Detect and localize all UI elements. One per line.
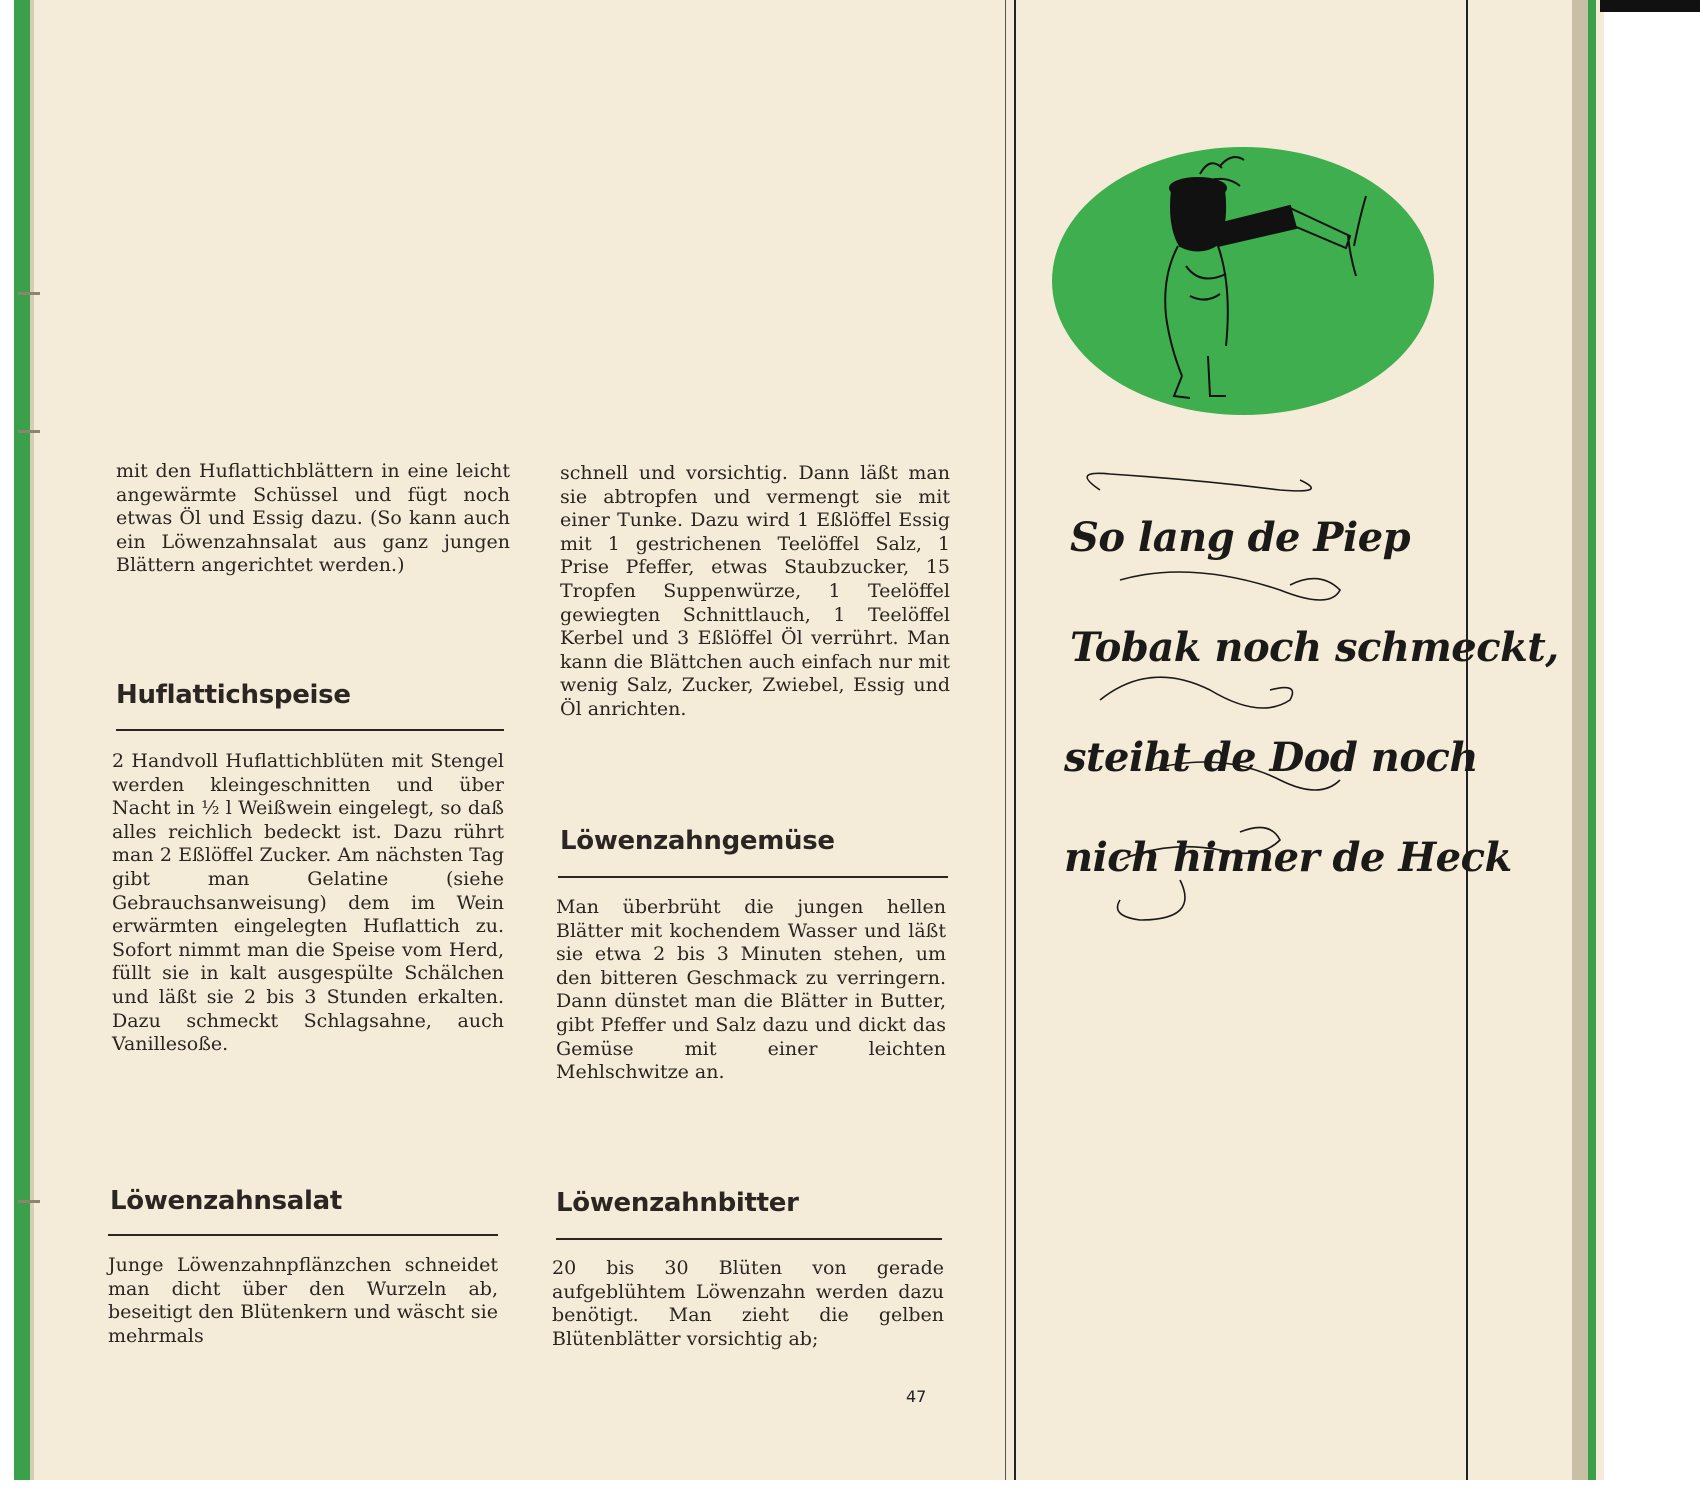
recipe-paragraph: Junge Löwenzahnpflänzchen schneidet man dicht über den Wurzeln ab, beseitigt den Blütenkern und wäscht sie mehrmals	[108, 1254, 498, 1347]
huflattichspeise-body	[112, 750, 504, 1057]
heading-rule	[116, 729, 504, 731]
left-intro-paragraph: mit den Huflattichblättern in eine leicht angewärmte Schüssel und fügt noch etwas Öl und Essig dazu. (So kann auch ein Löwenzahnsalat aus ganz jungen Blättern angerichtet werden.)	[116, 460, 510, 577]
green-oval	[1052, 147, 1434, 415]
heading-huflattichspeise: Huflattichspeise	[116, 680, 351, 710]
recipe-paragraph: 20 bis 30 Blüten von gerade aufgeblühtem Löwenzahn werden dazu benötigt. Man zieht die gelben Blütenblätter vorsichtig ab;	[552, 1257, 944, 1350]
poem-line-2: Tobak noch schmeckt,	[1070, 624, 1559, 671]
page-number: 47	[906, 1387, 927, 1406]
heading-loewenzahnbitter: Löwenzahnbitter	[556, 1188, 799, 1218]
poem-line-1: So lang de Piep	[1070, 514, 1411, 561]
recipe-paragraph: 2 Handvoll Huflattichblüten mit Stengel werden kleingeschnitten und über Nacht in ½ l Weißwein eingelegt, so daß alles reichlich bedeckt ist. Dazu rührt man 2 Eßlöffel Zucker. Am nächsten Tag gibt man Gelatine (siehe Gebrauchsanweisung) dem im Wein erwärmten eingelegten Huflattich zu. Sofort nimmt man die Speise vom Herd, füllt sie in kalt ausgespülte Schälchen und läßt sie 2 bis 3 Stunden erkalten. Dazu schmeckt Schlagsahne, auch Vanillesoße.	[112, 750, 504, 1056]
page-edge-shadow	[1572, 0, 1588, 1480]
poem-line-3: steiht de Dod noch	[1064, 734, 1478, 781]
heading-rule	[558, 876, 948, 878]
book-spine	[14, 0, 30, 1480]
loewenzahnbitter-body	[552, 1257, 944, 1351]
spine-shadow	[30, 0, 34, 1480]
pipe-smoker-illustration	[1050, 146, 1436, 416]
heading-loewenzahnsalat: Löwenzahnsalat	[110, 1186, 342, 1216]
column-divider-left	[1014, 0, 1016, 1480]
right-intro-paragraph: schnell und vorsichtig. Dann läßt man sie abtropfen und vermengt sie mit einer Tunke. Dazu wird 1 Eßlöffel Essig mit 1 gestrichenen Teelöffel Salz, 1 Prise Pfeffer, etwas Staubzucker, 15 Tropfen Suppenwürze, 1 Teelöffel gewiegten Schnittlauch, 1 Teelöffel Kerbel und 3 Eßlöffel Öl verrührt. Man kann die Blättchen auch einfach nur mit wenig Salz, Zucker, Zwiebel, Essig und Öl anrichten.	[560, 462, 950, 720]
scan-edge	[1600, 0, 1700, 12]
heading-rule	[556, 1238, 942, 1240]
left-intro-text	[116, 460, 510, 578]
recipe-paragraph: Man überbrüht die jungen hellen Blätter mit kochendem Wasser und läßt sie etwa 2 bis 3 Minuten stehen, um den bitteren Geschmack zu verringern. Dann dünstet man die Blätter in Butter, gibt Pfeffer und Salz dazu und dickt das Gemüse mit einer leichten Mehlschwitze an.	[556, 896, 946, 1084]
book-cover-edge	[1588, 0, 1596, 1480]
binding-stitch	[18, 1200, 40, 1203]
heading-loewenzahngemuese: Löwenzahngemüse	[560, 826, 835, 856]
column-divider-left-thin	[1005, 0, 1006, 1480]
loewenzahnsalat-body	[108, 1254, 498, 1348]
binding-stitch	[18, 292, 40, 295]
heading-rule	[108, 1234, 498, 1236]
binding-stitch	[18, 430, 40, 433]
right-intro-text	[560, 462, 950, 722]
loewenzahngemuese-body	[556, 896, 946, 1085]
poem-block	[1040, 460, 1559, 940]
poem-line-4: nich hinner de Heck	[1064, 834, 1512, 881]
